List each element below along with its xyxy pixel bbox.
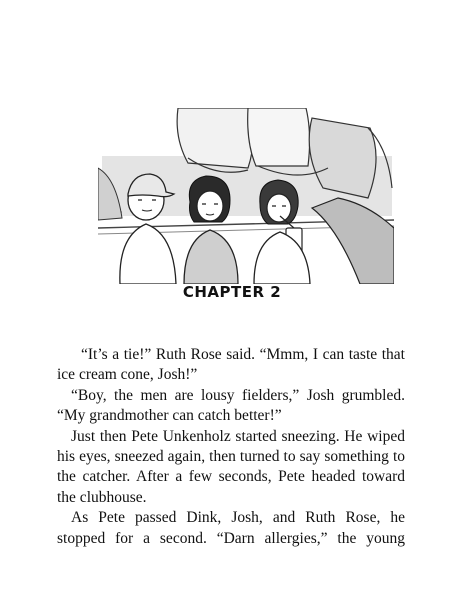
paragraph: “Boy, the men are lousy fielders,” Josh grumbled. “My grandmother can catch better!” bbox=[57, 386, 405, 425]
paragraph: As Pete passed Dink, Josh, and Ruth Rose, he stopped for a second. “Darn allergies,” the young bbox=[57, 509, 405, 547]
chapter-title: CHAPTER 2 bbox=[182, 283, 282, 301]
paragraph: “It’s a tie!” Ruth Rose said. “Mmm, I can taste that ice cream cone, Josh!” bbox=[57, 346, 405, 384]
chapter-illustration bbox=[98, 108, 394, 284]
paragraph: Just then Pete Unkenholz started sneezing. He wiped his eyes, sneezed again, then turned to say something to the catcher. After a few seconds, Pete headed toward the clubhouse. bbox=[57, 427, 405, 506]
chapter-body-text bbox=[57, 345, 405, 549]
